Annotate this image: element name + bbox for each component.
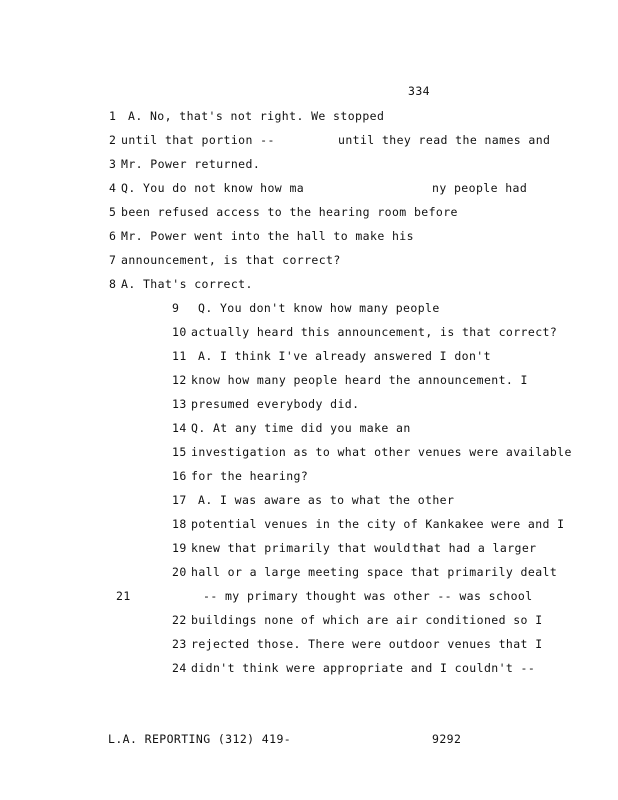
line-number: 5: [109, 205, 117, 219]
line-number: 7: [109, 253, 117, 267]
line-text: that had a larger: [412, 541, 537, 555]
line-text: knew that primarily that would --: [191, 541, 433, 555]
line-text: been refused access to the hearing room before: [121, 205, 458, 219]
line-text: Mr. Power went into the hall to make his: [121, 229, 414, 243]
line-number: 3: [109, 157, 117, 171]
line-text: hall or a large meeting space that primarily dealt: [191, 565, 558, 579]
line-number: 8: [109, 277, 117, 291]
line-number: 2: [109, 133, 117, 147]
line-number: 22: [172, 613, 187, 627]
line-text: ny people had: [432, 181, 528, 195]
line-text: A. No, that's not right. We stopped: [128, 109, 385, 123]
line-number: 6: [109, 229, 117, 243]
line-text: A. I was aware as to what the other: [198, 493, 455, 507]
line-text: for the hearing?: [191, 469, 309, 483]
line-text: buildings none of which are air conditioned so I: [191, 613, 543, 627]
line-number: 16: [172, 469, 187, 483]
line-text: didn't think were appropriate and I couldn't --: [191, 661, 536, 675]
line-number: 19: [172, 541, 187, 555]
line-text: Mr. Power returned.: [121, 157, 261, 171]
line-text: actually heard this announcement, is that correct?: [191, 325, 558, 339]
line-text: A. I think I've already answered I don't: [198, 349, 491, 363]
line-text: -- my primary thought was other -- was school: [203, 589, 533, 603]
line-number: 20: [172, 565, 187, 579]
line-number: 4: [109, 181, 117, 195]
line-text: until that portion --: [121, 133, 275, 147]
line-number: 14: [172, 421, 187, 435]
line-number: 9: [172, 301, 180, 315]
line-number: 10: [172, 325, 187, 339]
line-text: Q. You don't know how many people: [198, 301, 440, 315]
line-text: announcement, is that correct?: [121, 253, 341, 267]
line-text: rejected those. There were outdoor venues that I: [191, 637, 543, 651]
line-number: 13: [172, 397, 187, 411]
line-number: 21: [116, 589, 131, 603]
line-number: 18: [172, 517, 187, 531]
line-text: presumed everybody did.: [191, 397, 360, 411]
line-number: 12: [172, 373, 187, 387]
line-number: 15: [172, 445, 187, 459]
line-text: investigation as to what other venues were available: [191, 445, 572, 459]
footer-phone-suffix: 9292: [432, 732, 462, 746]
page-number: 334: [408, 84, 430, 98]
line-number: 24: [172, 661, 187, 675]
line-text: potential venues in the city of Kankakee were and I: [191, 517, 565, 531]
line-number: 11: [172, 349, 187, 363]
line-text: know how many people heard the announcement. I: [191, 373, 528, 387]
line-text: until they read the names and: [338, 133, 551, 147]
line-text: A. That's correct.: [121, 277, 253, 291]
footer-reporter: L.A. REPORTING (312) 419-: [108, 732, 292, 746]
line-number: 17: [172, 493, 187, 507]
line-text: Q. You do not know how ma: [121, 181, 305, 195]
line-number: 23: [172, 637, 187, 651]
line-text: Q. At any time did you make an: [191, 421, 411, 435]
line-number: 1: [109, 109, 117, 123]
